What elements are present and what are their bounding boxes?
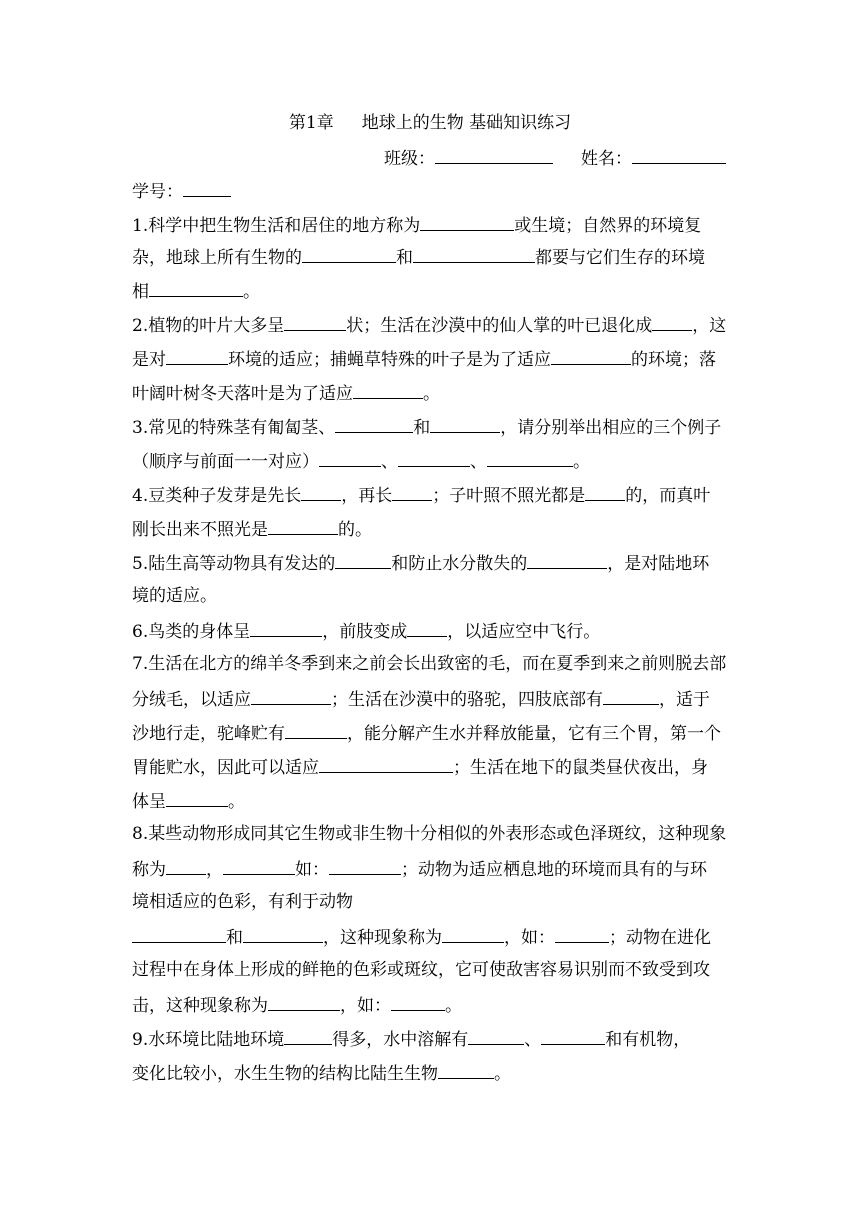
answer-blank[interactable] (555, 926, 609, 943)
question-text: 的环境；落 (631, 350, 716, 370)
question-text: 境的适应。 (132, 586, 217, 606)
answer-blank[interactable] (284, 314, 346, 331)
question-line (132, 620, 600, 642)
answer-blank[interactable] (166, 790, 228, 807)
page-title (0, 108, 860, 133)
question-text: 和防止水分散失的 (391, 554, 528, 574)
question-text: ，再长 (341, 486, 393, 506)
question-line (132, 214, 701, 236)
answer-blank[interactable] (319, 756, 453, 773)
question-text: 。 (445, 996, 462, 1016)
question-text: 击，这种现象称为 (132, 996, 268, 1016)
answer-blank[interactable] (398, 450, 470, 467)
question-text: 、 (381, 452, 398, 472)
name-blank[interactable] (632, 147, 726, 164)
answer-blank[interactable] (652, 314, 692, 331)
id-label: 学号： (132, 182, 183, 202)
question-line (132, 246, 705, 268)
question-text: 。 (573, 452, 590, 472)
question-text: 7.生活在北方的绵羊冬季到来之前会长出致密的毛，而在夏季到来之前则脱去部 (132, 654, 727, 674)
question-text: ， (206, 860, 223, 880)
answer-blank[interactable] (319, 450, 381, 467)
question-text: 的，而真叶 (625, 486, 711, 506)
question-text: ；生活在地下的鼠类昼伏夜出，身 (453, 758, 708, 778)
answer-blank[interactable] (407, 620, 447, 637)
question-text: 3.常见的特殊茎有匍匐茎、 (132, 418, 336, 438)
answer-blank[interactable] (223, 858, 295, 875)
answer-blank[interactable] (438, 1062, 494, 1079)
question-text: 2.植物的叶片大多呈 (132, 316, 285, 336)
question-line (132, 416, 721, 438)
answer-blank[interactable] (420, 214, 514, 231)
question-line (132, 552, 709, 574)
question-text: 、 (524, 1030, 542, 1050)
answer-blank[interactable] (284, 1028, 332, 1045)
question-text: 6.鸟类的身体呈 (132, 622, 251, 642)
question-text: ，如： (504, 928, 555, 948)
question-text: 变化比较小，水生生物的结构比陆生生物 (132, 1064, 438, 1084)
answer-blank[interactable] (243, 926, 323, 943)
question-text: 分绒毛，以适应 (132, 690, 251, 710)
question-text: 胃能贮水，因此可以适应 (132, 758, 319, 778)
question-text: ，前肢变成 (322, 622, 408, 642)
question-line (132, 824, 726, 844)
name-label: 姓名： (581, 149, 632, 169)
class-name-row (384, 144, 726, 169)
question-line (132, 722, 721, 744)
question-line (132, 790, 245, 812)
question-line (132, 892, 353, 912)
question-text: 和有机物， (605, 1030, 691, 1050)
question-line (132, 688, 710, 710)
answer-blank[interactable] (302, 246, 396, 263)
question-text: 体呈 (132, 792, 166, 812)
question-text: 、 (470, 452, 487, 472)
question-text: 。 (243, 282, 260, 302)
answer-blank[interactable] (335, 416, 413, 433)
question-text: 都要与它们生存的环境 (535, 248, 705, 268)
question-text: 过程中在身体上形成的鲜艳的色彩或斑纹，它可使敌害容易识别而不致受到攻 (132, 960, 710, 980)
title-text: 地球上的生物 基础知识练习 (361, 113, 572, 133)
question-text: 杂，地球上所有生物的 (132, 248, 302, 268)
answer-blank[interactable] (541, 1028, 605, 1045)
answer-blank[interactable] (149, 280, 243, 297)
answer-blank[interactable] (430, 416, 500, 433)
question-text: 。 (494, 1064, 511, 1084)
question-line (132, 450, 590, 472)
answer-blank[interactable] (132, 926, 226, 943)
answer-blank[interactable] (250, 620, 322, 637)
id-blank[interactable] (183, 180, 231, 197)
answer-blank[interactable] (551, 348, 631, 365)
question-text: 境相适应的色彩，有利于动物 (132, 892, 353, 912)
question-line (132, 926, 711, 948)
question-text: 称为 (132, 860, 166, 880)
question-text: ；动物为适应栖息地的环境而具有的与环 (401, 860, 707, 880)
question-text: 相 (132, 282, 149, 302)
answer-blank[interactable] (301, 484, 341, 501)
question-line (132, 994, 462, 1016)
answer-blank[interactable] (442, 926, 504, 943)
question-line (132, 756, 708, 778)
question-text: 。 (228, 792, 245, 812)
question-text: （顺序与前面一一对应） (132, 452, 319, 472)
answer-blank[interactable] (392, 484, 432, 501)
question-line (132, 654, 726, 674)
question-line (132, 960, 710, 980)
answer-blank[interactable] (413, 246, 535, 263)
question-text: ，适于 (659, 690, 710, 710)
answer-blank[interactable] (285, 722, 347, 739)
question-text: 是对 (132, 350, 166, 370)
answer-blank[interactable] (251, 688, 331, 705)
question-text: 4.豆类种子发芽是先长 (132, 486, 302, 506)
answer-blank[interactable] (268, 994, 340, 1011)
answer-blank[interactable] (268, 518, 338, 535)
question-text: ，请分别举出相应的三个例子 (500, 418, 722, 438)
answer-blank[interactable] (585, 484, 625, 501)
question-line (132, 858, 707, 880)
question-line (132, 382, 440, 404)
answer-blank[interactable] (353, 382, 423, 399)
question-text: ，如： (340, 996, 391, 1016)
question-text: 得多，水中溶解有 (332, 1030, 469, 1050)
question-line (132, 484, 710, 506)
question-text: 刚长出来不照光是 (132, 520, 268, 540)
question-text: ；动物在进化 (609, 928, 711, 948)
answer-blank[interactable] (391, 994, 445, 1011)
question-line (132, 348, 716, 370)
question-text: 状；生活在沙漠中的仙人掌的叶已退化成 (346, 316, 653, 336)
question-text: 和 (413, 418, 431, 438)
class-label: 班级： (384, 149, 435, 169)
answer-blank[interactable] (468, 1028, 524, 1045)
question-text: 沙地行走，驼峰贮有 (132, 724, 285, 744)
question-text: ，能分解产生水并释放能量，它有三个胃，第一个 (347, 724, 721, 744)
answer-blank[interactable] (487, 450, 573, 467)
question-line (132, 314, 726, 336)
question-text: 的。 (338, 520, 372, 540)
question-line (132, 1062, 511, 1084)
answer-blank[interactable] (166, 858, 206, 875)
answer-blank[interactable] (603, 688, 659, 705)
chapter-label: 第1章 (288, 113, 334, 133)
question-line (132, 586, 217, 606)
question-text: ；子叶照不照光都是 (432, 486, 586, 506)
question-line (132, 1028, 690, 1050)
question-text: 环境的适应；捕蝇草特殊的叶子是为了适应 (228, 350, 551, 370)
question-text: ，这 (692, 316, 727, 336)
question-text: ，以适应空中飞行。 (447, 622, 601, 642)
question-text: 9.水环境比陆地环境 (132, 1030, 285, 1050)
question-text: 如： (295, 860, 329, 880)
answer-blank[interactable] (329, 858, 401, 875)
class-blank[interactable] (435, 147, 553, 164)
question-line (132, 280, 260, 302)
question-text: ，是对陆地环 (607, 554, 710, 574)
question-text: 8.某些动物形成同其它生物或非生物十分相似的外表形态或色泽斑纹，这种现象 (132, 824, 727, 844)
question-text: 1.科学中把生物生活和居住的地方称为 (132, 216, 421, 236)
question-text: 。 (423, 384, 440, 404)
question-text: 和 (396, 248, 413, 268)
question-text: 或生境；自然界的环境复 (514, 216, 702, 236)
question-text: ，这种现象称为 (323, 928, 442, 948)
answer-blank[interactable] (166, 348, 228, 365)
answer-blank[interactable] (335, 552, 391, 569)
question-text: 和 (226, 928, 243, 948)
question-text: ；生活在沙漠中的骆驼，四肢底部有 (331, 690, 603, 710)
question-line (132, 518, 372, 540)
id-row (132, 180, 231, 202)
answer-blank[interactable] (527, 552, 607, 569)
question-text: 5.陆生高等动物具有发达的 (132, 554, 336, 574)
question-text: 叶阔叶树冬天落叶是为了适应 (132, 384, 353, 404)
